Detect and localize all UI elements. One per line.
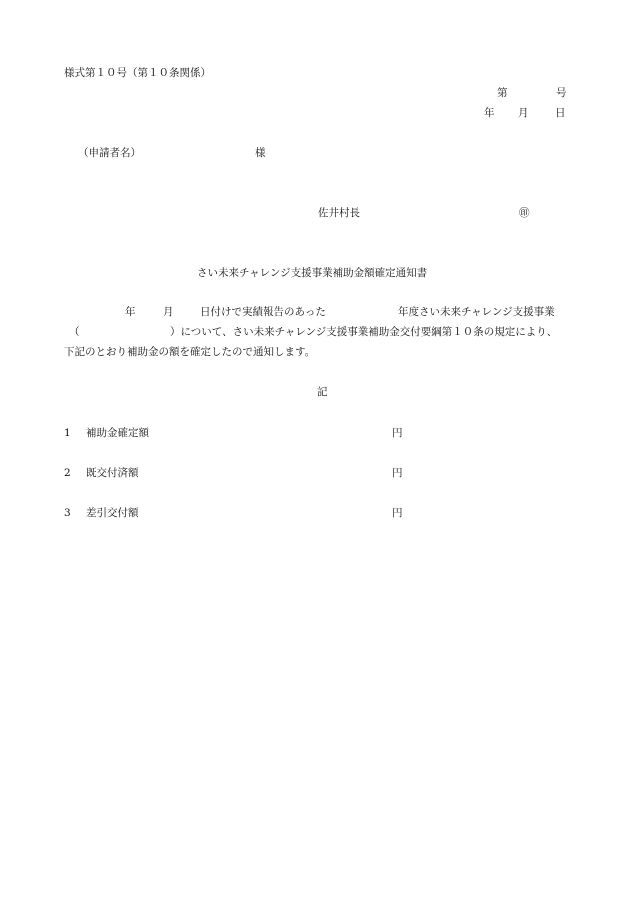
applicant-honorific: 様 [255, 147, 266, 159]
list-item [64, 468, 424, 482]
issuer-name: 佐井村長 [318, 207, 360, 219]
body-open-paren: （ [69, 326, 80, 338]
document-number-suffix: 号 [556, 87, 567, 99]
item-label: 補助金確定額 [86, 427, 149, 439]
item-label: 既交付済額 [86, 467, 139, 479]
list-item [64, 428, 424, 442]
item-unit: 円 [392, 467, 403, 479]
ki-heading: 記 [317, 386, 328, 398]
date-year-label: 年 [484, 107, 495, 119]
body-report-text: 日付けで実績報告のあった [200, 306, 326, 318]
body-month-label: 月 [163, 306, 174, 318]
item-unit: 円 [392, 427, 403, 439]
seal-icon: ㊞ [519, 207, 530, 219]
document-title: さい未来チャレンジ支援事業補助金額確定通知書 [197, 267, 428, 279]
form-number: 様式第１０号（第１０条関係） [64, 67, 211, 79]
body-fiscal-year-text: 年度さい未来チャレンジ支援事業 [398, 306, 555, 318]
applicant-name-label: （申請者名） [78, 147, 141, 159]
item-number: 2 [64, 467, 71, 479]
document-number-prefix: 第 [497, 87, 508, 99]
item-number: 3 [64, 507, 71, 519]
list-item [64, 508, 424, 522]
item-label: 差引交付額 [86, 507, 139, 519]
item-number: 1 [64, 427, 71, 439]
body-line-3: 下記のとおり補助金の額を確定したので通知します。 [64, 346, 316, 358]
body-year-label: 年 [125, 306, 136, 318]
body-regulation-text: ）について、さい未来チャレンジ支援事業補助金交付要綱第１０条の規定により、 [170, 326, 558, 338]
date-month-label: 月 [518, 107, 529, 119]
date-day-label: 日 [555, 107, 566, 119]
item-unit: 円 [392, 507, 403, 519]
